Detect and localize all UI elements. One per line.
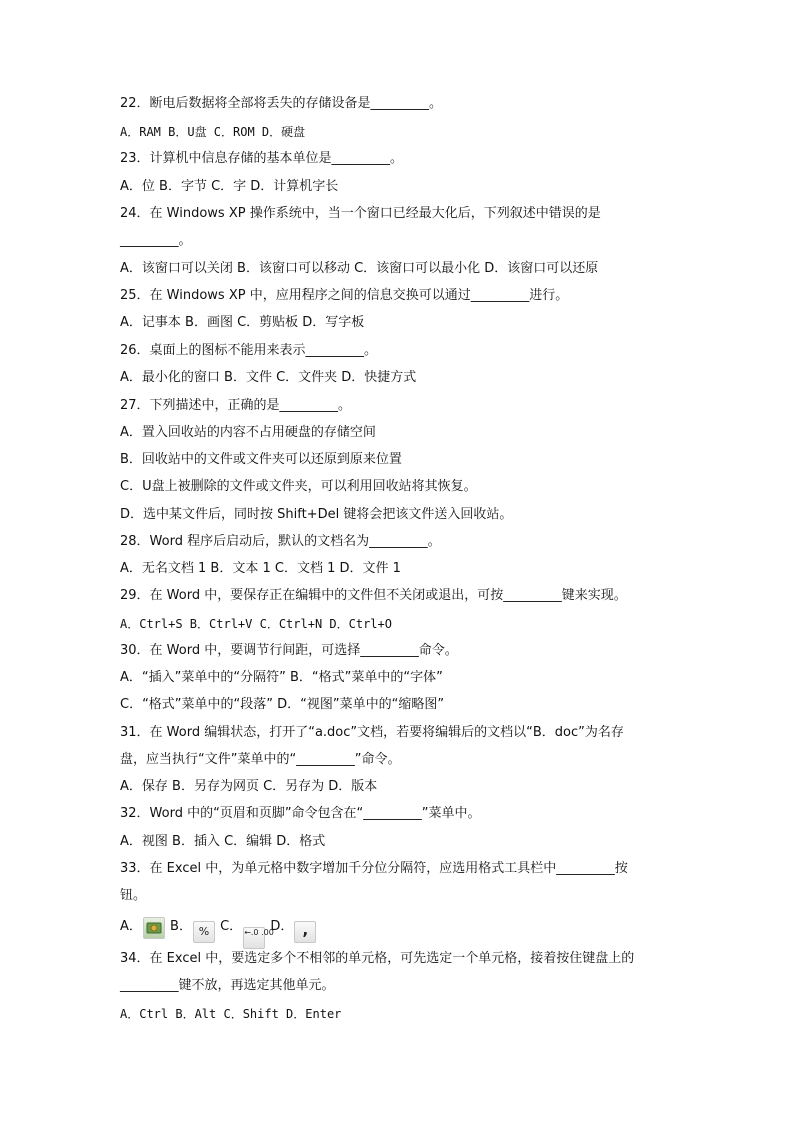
options-34: A．Ctrl B．Alt C．Shift D．Enter — [120, 1007, 342, 1021]
question-34: 34．在 Excel 中，要选定多个不相邻的单元格，可先选定一个单元格，接着按住键盘上的 — [120, 951, 635, 966]
option-33-b-label: B． — [170, 919, 192, 934]
option-27-d: D．选中某文件后，同时按 Shift+Del 键将会把该文件送入回收站。 — [120, 507, 513, 522]
options-31: A．保存 B．另存为网页 C．另存为 D．版本 — [120, 779, 378, 794]
options-32: A．视图 B．插入 C．编辑 D．格式 — [120, 834, 326, 849]
options-30-cd: C．“格式”菜单中的“段落” D．“视图”菜单中的“缩略图” — [120, 697, 445, 712]
question-33-cont: 钮。 — [120, 888, 147, 903]
options-33 — [120, 917, 680, 949]
option-33-d-label: D． — [270, 919, 294, 934]
options-28: A．无名文档 1 B．文本 1 C．文档 1 D．文件 1 — [120, 561, 401, 576]
question-33: 33．在 Excel 中，为单元格中数字增加千分位分隔符，应选用格式工具栏中_________按 — [120, 861, 628, 876]
option-27-a: A．置入回收站的内容不占用硬盘的存储空间 — [120, 425, 376, 440]
comma-style-icon: , — [294, 921, 316, 943]
question-22: 22．断电后数据将全部将丢失的存储设备是_________。 — [120, 96, 443, 111]
option-33-c-label: C． — [220, 919, 243, 934]
question-24-cont: _________。 — [120, 233, 192, 248]
increase-decimal-icon: ←.0 .00 — [243, 927, 265, 949]
options-23: A．位 B．字节 C．字 D．计算机字长 — [120, 179, 339, 194]
currency-style-icon — [143, 917, 165, 939]
question-34-cont: _________键不放，再选定其他单元。 — [120, 978, 335, 993]
option-27-b: B．回收站中的文件或文件夹可以还原到原来位置 — [120, 452, 402, 467]
question-31: 31．在 Word 编辑状态，打开了“a.doc”文档，若要将编辑后的文档以“B．doc”为名存 — [120, 725, 624, 740]
question-27: 27．下列描述中，正确的是_________。 — [120, 398, 352, 413]
question-29: 29．在 Word 中，要保存正在编辑中的文件但不关闭或退出，可按_________键来实现。 — [120, 588, 627, 603]
percent-style-icon: % — [193, 921, 215, 943]
options-26: A．最小化的窗口 B．文件 C．文件夹 D．快捷方式 — [120, 370, 417, 385]
question-26: 26．桌面上的图标不能用来表示_________。 — [120, 343, 378, 358]
question-25: 25．在 Windows XP 中，应用程序之间的信息交换可以通过_________进行。 — [120, 288, 569, 303]
question-32: 32．Word 中的“页眉和页脚”命令包含在“_________”菜单中。 — [120, 806, 481, 821]
options-22: A．RAM B．U盘 C．ROM D．硬盘 — [120, 125, 306, 139]
question-30: 30．在 Word 中，要调节行间距，可选择_________命令。 — [120, 643, 458, 658]
option-27-c: C．U盘上被删除的文件或文件夹，可以利用回收站将其恢复。 — [120, 479, 477, 494]
options-24: A．该窗口可以关闭 B．该窗口可以移动 C．该窗口可以最小化 D．该窗口可以还原 — [120, 261, 599, 276]
option-33-a-label: A． — [120, 919, 142, 934]
question-28: 28．Word 程序后启动后，默认的文档名为_________。 — [120, 534, 441, 549]
question-23: 23．计算机中信息存储的基本单位是_________。 — [120, 151, 404, 166]
question-24: 24．在 Windows XP 操作系统中，当一个窗口已经最大化后，下列叙述中错误的是 — [120, 206, 601, 221]
options-29: A．Ctrl+S B．Ctrl+V C．Ctrl+N D．Ctrl+O — [120, 617, 392, 631]
options-25: A．记事本 B．画图 C．剪贴板 D．写字板 — [120, 315, 365, 330]
options-30-ab: A．“插入”菜单中的“分隔符” B．“格式”菜单中的“字体” — [120, 670, 443, 685]
question-31-cont: 盘，应当执行“文件”菜单中的“_________”命令。 — [120, 752, 401, 767]
